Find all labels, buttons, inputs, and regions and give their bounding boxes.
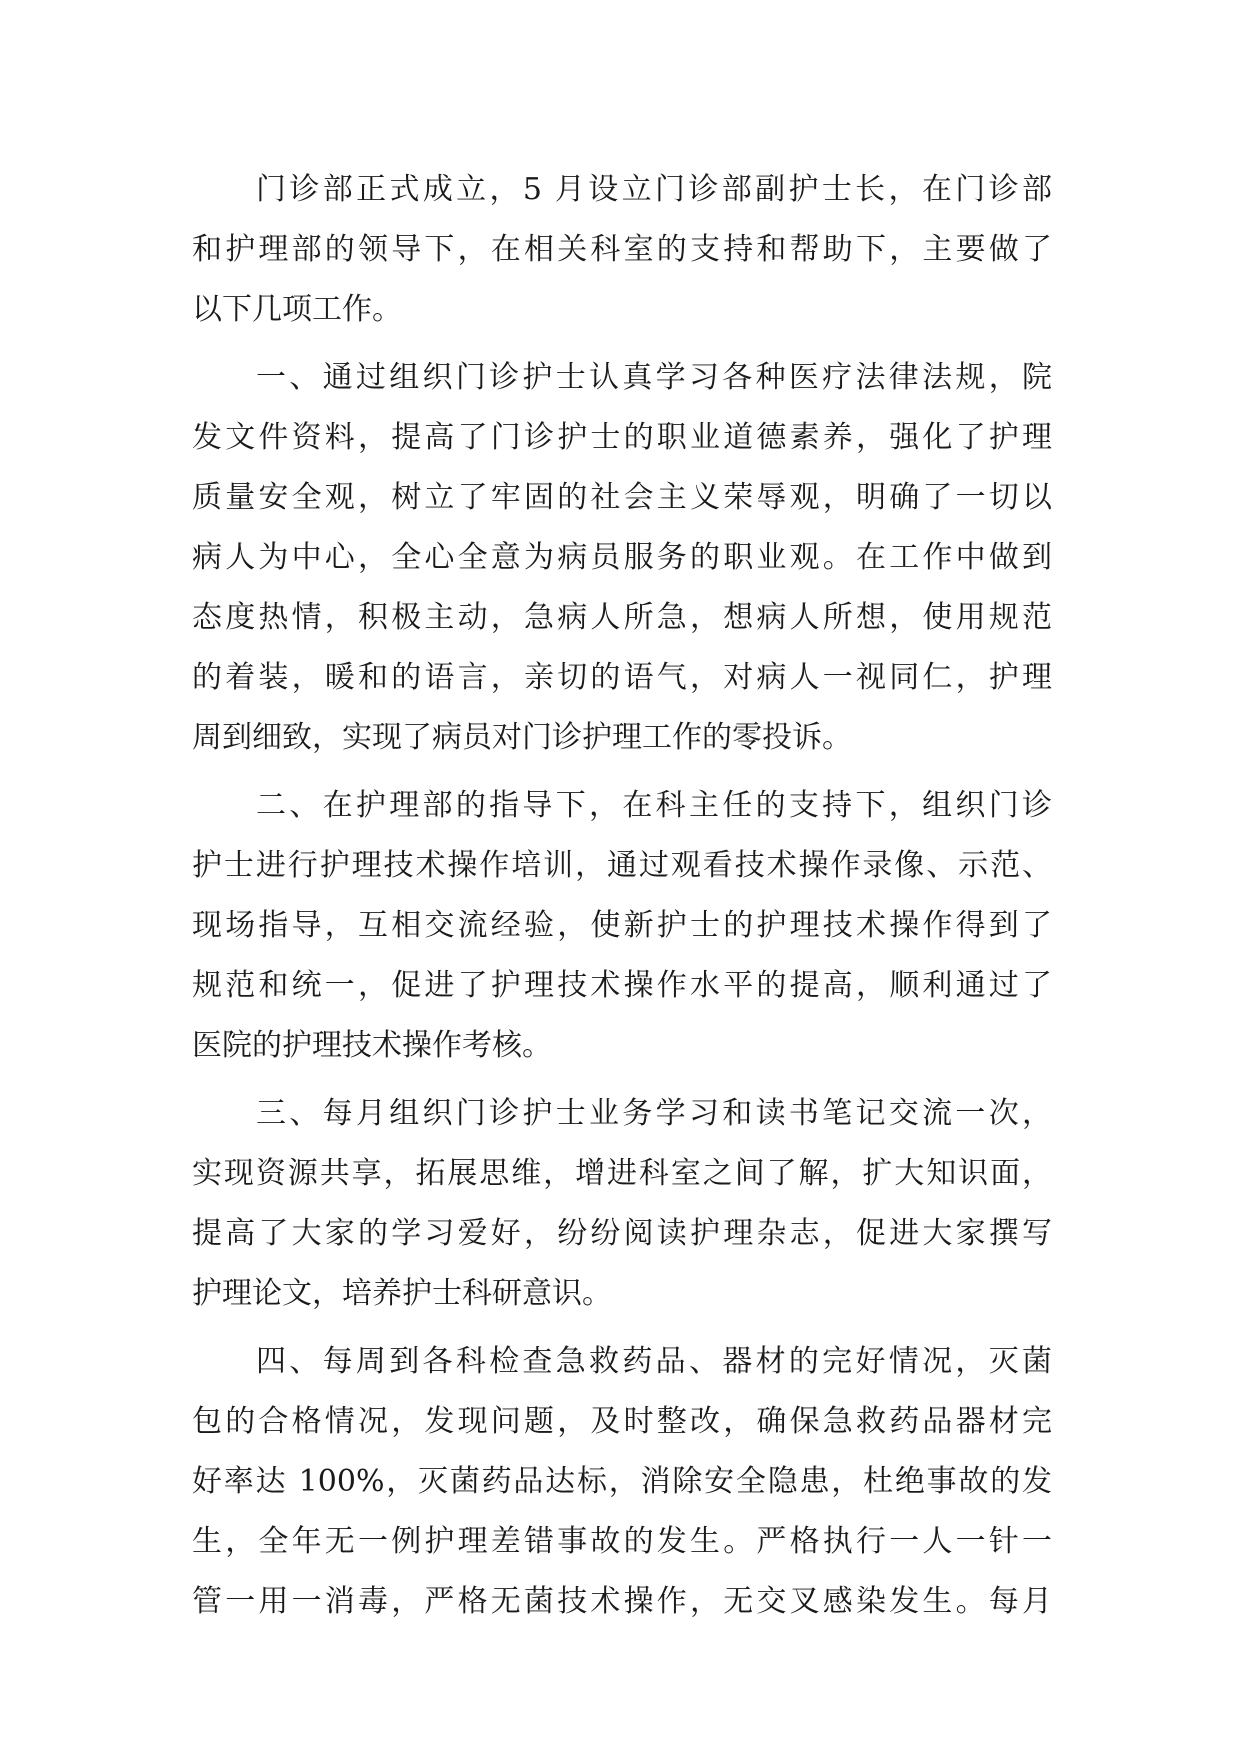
text-line: 门诊部正式成立，5 月设立门诊部副护士长，在门诊部 — [256, 172, 1052, 207]
text-line: 态度热情，积极主动，急病人所急，想病人所想，使用规范 — [192, 600, 1052, 635]
text-line: 一、通过组织门诊护士认真学习各种医疗法律法规，院 — [256, 360, 1052, 395]
paragraph — [192, 348, 1052, 768]
text-line: 生，全年无一例护理差错事故的发生。严格执行一人一针一 — [192, 1524, 1052, 1559]
text-line: 二、在护理部的指导下，在科主任的支持下，组织门诊 — [256, 788, 1052, 823]
text-line: 周到细致，实现了病员对门诊护理工作的零投诉。 — [192, 720, 852, 755]
text-line: 护士进行护理技术操作培训，通过观看技术操作录像、示范、 — [192, 848, 1052, 883]
paragraph — [192, 776, 1052, 1076]
text-line: 实现资源共享，拓展思维，增进科室之间了解，扩大知识面， — [192, 1156, 1052, 1191]
text-line: 提高了大家的学习爱好，纷纷阅读护理杂志，促进大家撰写 — [192, 1216, 1052, 1251]
document-body — [192, 160, 1052, 1632]
text-line: 和护理部的领导下，在相关科室的支持和帮助下，主要做了 — [192, 232, 1052, 267]
text-line: 质量安全观，树立了牢固的社会主义荣辱观，明确了一切以 — [192, 480, 1052, 515]
text-line: 好率达 100%，灭菌药品达标，消除安全隐患，杜绝事故的发 — [192, 1464, 1052, 1499]
text-line: 发文件资料，提高了门诊护士的职业道德素养，强化了护理 — [192, 420, 1052, 455]
text-line: 四、每周到各科检查急救药品、器材的完好情况，灭菌 — [256, 1344, 1052, 1379]
paragraph — [192, 1332, 1052, 1632]
text-line: 三、每月组织门诊护士业务学习和读书笔记交流一次， — [256, 1096, 1052, 1131]
paragraph — [192, 160, 1052, 340]
text-line: 病人为中心，全心全意为病员服务的职业观。在工作中做到 — [192, 540, 1052, 575]
text-line: 包的合格情况，发现问题，及时整改，确保急救药品器材完 — [192, 1404, 1052, 1439]
text-line: 以下几项工作。 — [192, 292, 402, 327]
text-line: 规范和统一，促进了护理技术操作水平的提高，顺利通过了 — [192, 968, 1052, 1003]
text-line: 护理论文，培养护士科研意识。 — [192, 1276, 612, 1311]
text-line: 的着装，暖和的语言，亲切的语气，对病人一视同仁，护理 — [192, 660, 1052, 695]
text-line: 医院的护理技术操作考核。 — [192, 1028, 552, 1063]
text-line: 现场指导，互相交流经验，使新护士的护理技术操作得到了 — [192, 908, 1052, 943]
paragraph — [192, 1084, 1052, 1324]
text-line: 管一用一消毒，严格无菌技术操作，无交叉感染发生。每月 — [192, 1584, 1052, 1619]
